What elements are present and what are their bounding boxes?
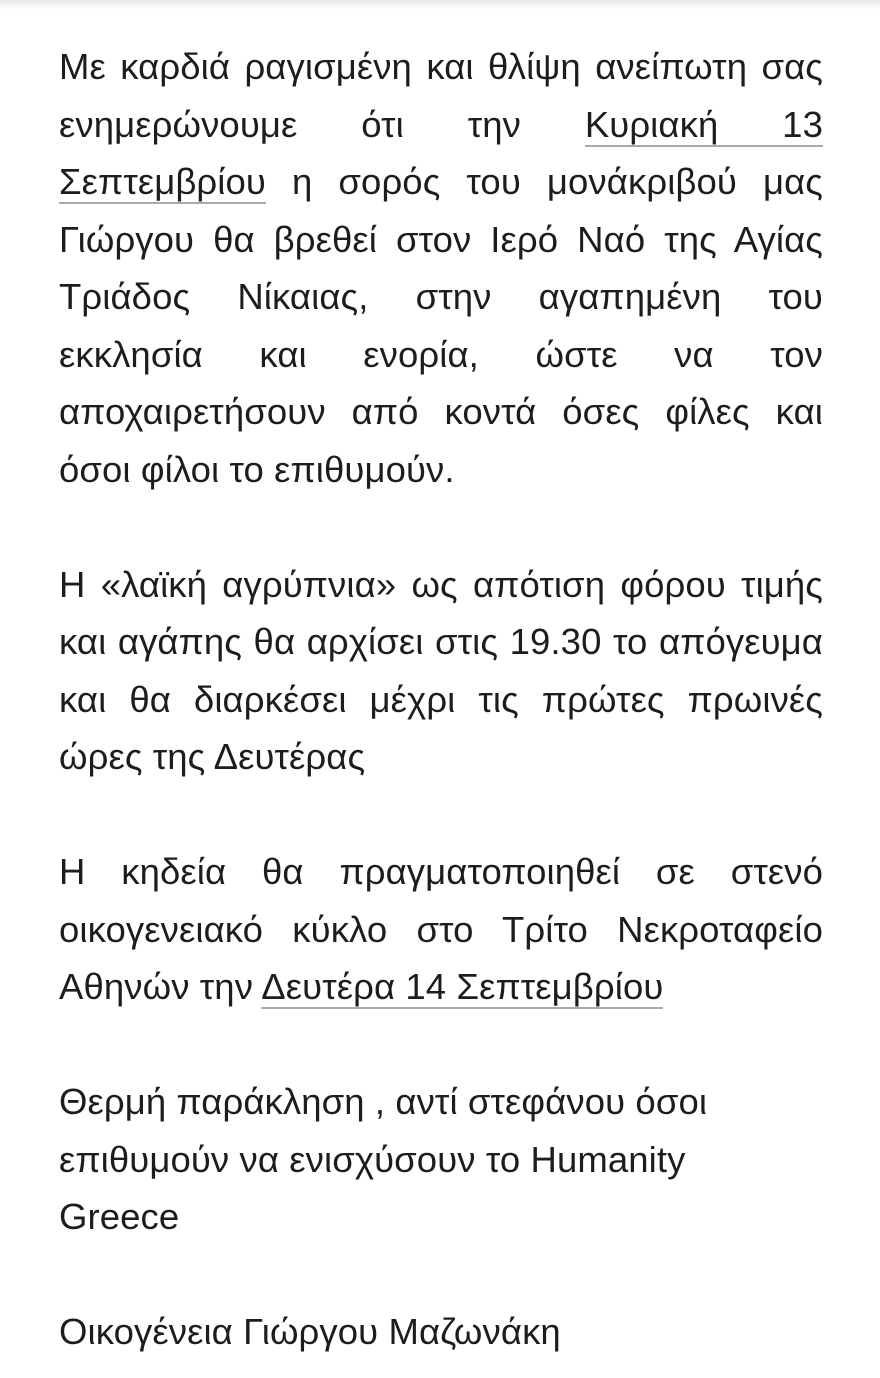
paragraph-spacer [59, 1016, 823, 1074]
paragraph-announcement-text-end: η σορός του μονάκριβού μας Γιώργου θα βρεθεί στον Ιερό Ναό της Αγίας Τριάδος Νίκαιας, στην αγαπημένη του εκκλησία και ενορία, ώστε να τον αποχαιρετήσουν από κοντά όσες φίλες και όσοι φίλοι το επιθυμούν. [59, 161, 823, 490]
date-link-monday[interactable]: Δευτέρα 14 Σεπτεμβρίου [261, 966, 664, 1007]
date-link-sunday[interactable]: Κυριακή 13 Σεπτεμβρίου [59, 103, 823, 202]
paragraph-donation-request [59, 1073, 823, 1246]
donation-line: Θερμή παράκληση , αντί στεφάνου όσοι [59, 1081, 708, 1122]
paragraph-vigil: Η «λαϊκή αγρύπνια» ως απότιση φόρου τιμής και αγάπης θα αρχίσει στις 19.30 το απόγευμα και θα διαρκέσει μέχρι τις πρώτες πρωινές ώρες της Δευτέρας [59, 563, 823, 777]
donation-line: Greece [59, 1196, 180, 1237]
signature-family: Οικογένεια Γιώργου Μαζωνάκη [59, 1311, 561, 1352]
paragraph-spacer [59, 498, 823, 556]
paragraph-spacer [59, 1246, 823, 1304]
note-body [59, 38, 823, 1361]
paragraph-funeral-text: Η κηδεία θα πραγματοποιηθεί σε στενό οικογενειακό κύκλο στο Τρίτο Νεκροταφείο Αθηνών την [59, 851, 823, 1007]
paragraph-funeral [59, 843, 823, 1016]
paragraph-announcement [59, 38, 823, 498]
paragraph-announcement-text-start: Με καρδιά ραγισμένη και θλίψη ανείπωτη σας ενημερώνουμε ότι την [59, 46, 823, 145]
top-edge-shadow [0, 0, 880, 10]
paragraph-spacer [59, 786, 823, 844]
donation-line: επιθυμούν να ενισχύσουν το Humanity [59, 1138, 686, 1180]
